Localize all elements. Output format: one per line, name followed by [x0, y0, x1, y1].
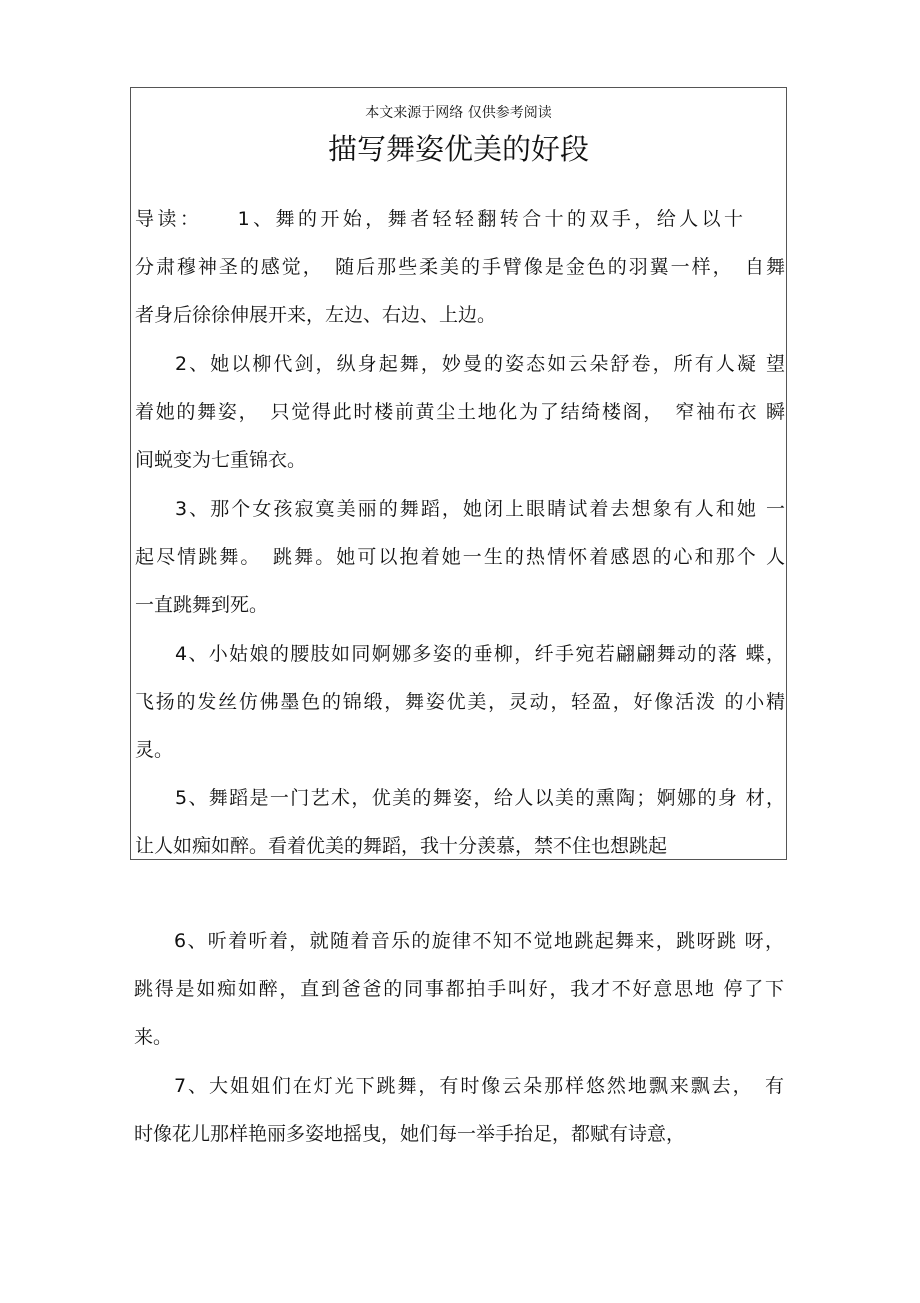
paragraph-2 [135, 340, 785, 484]
text-line: 4、小姑娘的腰肢如同婀娜多姿的垂柳，纤手宛若翩翩舞动的落 蝶， [175, 643, 785, 665]
text-line: 飞扬的发丝仿佛墨色的锦缎，舞姿优美，灵动，轻盈，好像活泼 的小精 [135, 691, 785, 713]
paragraph-3 [135, 485, 785, 629]
text-line: 时像花儿那样艳丽多姿地摇曳，她们每一举手抬足，都赋有诗意， [134, 1123, 686, 1145]
text-line: 跳得是如痴如醉，直到爸爸的同事都拍手叫好，我才不好意思地 停了下 [134, 978, 784, 1000]
text-line: 让人如痴如醉。看着优美的舞蹈，我十分羡慕，禁不住也想跳起 [135, 835, 668, 857]
paragraph-5 [135, 774, 785, 870]
text-line: 6、听着听着，就随着音乐的旋律不知不觉地跳起舞来，跳呀跳 呀， [174, 930, 784, 952]
text-line: 者身后徐徐伸展开来，左边、右边、上边。 [135, 304, 497, 326]
text-line: 2、她以柳代剑，纵身起舞，妙曼的姿态如云朵舒卷，所有人凝 望 [175, 353, 785, 375]
source-note: 本文来源于网络 仅供参考阅读 [365, 105, 552, 121]
page-title: 描写舞姿优美的好段 [327, 132, 589, 166]
text-line: 间蜕变为七重锦衣。 [135, 449, 307, 471]
paragraph-7 [134, 1062, 784, 1158]
text-line: 导读： 1、舞的开始，舞者轻轻翻转合十的双手，给人以十 [135, 208, 743, 230]
text-line: 分肃穆神圣的感觉， 随后那些柔美的手臂像是金色的羽翼一样， 自舞 [135, 256, 785, 278]
paragraph-4 [135, 630, 785, 774]
text-line: 来。 [134, 1026, 173, 1048]
text-line: 起尽情跳舞。 跳舞。她可以抱着她一生的热情怀着感恩的心和那个 人 [135, 546, 785, 568]
text-line: 3、那个女孩寂寞美丽的舞蹈，她闭上眼睛试着去想象有人和她 一 [175, 498, 785, 520]
text-line: 着她的舞姿， 只觉得此时楼前黄尘土地化为了结绮楼阁， 窄袖布衣 瞬 [135, 401, 785, 423]
text-line: 7、大姐姐们在灯光下跳舞，有时像云朵那样悠然地飘来飘去， 有 [174, 1075, 784, 1097]
text-line: 5、舞蹈是一门艺术，优美的舞姿，给人以美的熏陶；婀娜的身 材， [175, 787, 785, 809]
paragraph-6 [134, 917, 784, 1061]
text-line: 灵。 [135, 739, 174, 761]
paragraph-1 [135, 195, 785, 339]
text-line: 一直跳舞到死。 [135, 594, 269, 616]
boxed-excerpt [130, 87, 787, 860]
